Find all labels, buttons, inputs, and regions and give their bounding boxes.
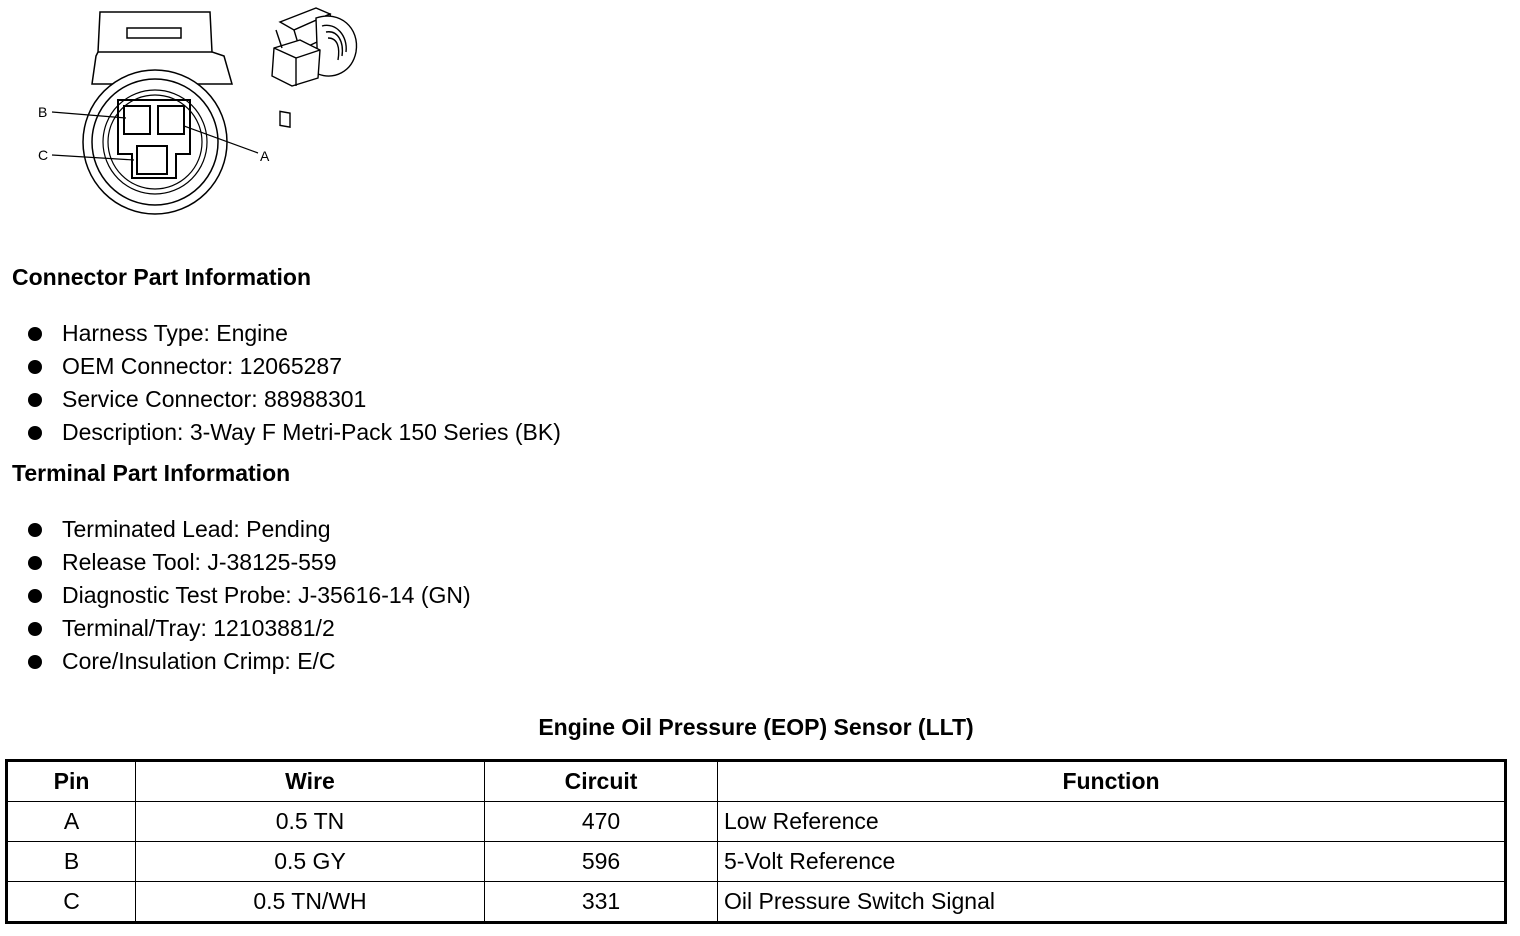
table-row xyxy=(7,842,1506,882)
list-item-text: Terminated Lead: Pending xyxy=(62,516,331,542)
bullet-icon xyxy=(28,393,42,407)
cell-pin: B xyxy=(7,842,136,882)
callout-c: C xyxy=(38,147,49,163)
table-row xyxy=(7,882,1506,923)
pin-table xyxy=(5,759,1507,924)
connector-info-list xyxy=(28,317,561,449)
list-item-text: Harness Type: Engine xyxy=(62,320,288,346)
list-item xyxy=(28,645,471,678)
list-item-text: Description: 3-Way F Metri-Pack 150 Series (BK) xyxy=(62,419,561,445)
cell-pin: C xyxy=(7,882,136,923)
connector-info-heading: Connector Part Information xyxy=(12,264,312,290)
cell-function: Oil Pressure Switch Signal xyxy=(718,882,1506,923)
column-header-function: Function xyxy=(718,761,1506,802)
cell-function: Low Reference xyxy=(718,802,1506,842)
table-header-row xyxy=(7,761,1506,802)
list-item-text: Service Connector: 88988301 xyxy=(62,386,367,412)
cell-function: 5-Volt Reference xyxy=(718,842,1506,882)
list-item-text: Core/Insulation Crimp: E/C xyxy=(62,648,336,674)
bullet-icon xyxy=(28,327,42,341)
list-item xyxy=(28,317,561,350)
cell-wire: 0.5 TN/WH xyxy=(136,882,485,923)
cell-wire: 0.5 GY xyxy=(136,842,485,882)
list-item-text: Terminal/Tray: 12103881/2 xyxy=(62,615,335,641)
table-row xyxy=(7,802,1506,842)
list-item-text: Diagnostic Test Probe: J-35616-14 (GN) xyxy=(62,582,471,608)
list-item xyxy=(28,513,471,546)
column-header-pin: Pin xyxy=(7,761,136,802)
list-item xyxy=(28,383,561,416)
list-item xyxy=(28,612,471,645)
list-item xyxy=(28,350,561,383)
bullet-icon xyxy=(28,523,42,537)
pin-table-title: Engine Oil Pressure (EOP) Sensor (LLT) xyxy=(538,714,974,740)
list-item xyxy=(28,579,471,612)
callout-a: A xyxy=(260,148,270,164)
terminal-info-list xyxy=(28,513,471,678)
column-header-circuit: Circuit xyxy=(485,761,718,802)
list-item-text: Release Tool: J-38125-559 xyxy=(62,549,337,575)
callout-b: B xyxy=(38,104,48,120)
cell-pin: A xyxy=(7,802,136,842)
bullet-icon xyxy=(28,622,42,636)
cell-wire: 0.5 TN xyxy=(136,802,485,842)
cell-circuit: 596 xyxy=(485,842,718,882)
cell-circuit: 470 xyxy=(485,802,718,842)
bullet-icon xyxy=(28,589,42,603)
connector-isometric-view xyxy=(272,8,357,127)
column-header-wire: Wire xyxy=(136,761,485,802)
bullet-icon xyxy=(28,556,42,570)
bullet-icon xyxy=(28,426,42,440)
list-item-text: OEM Connector: 12065287 xyxy=(62,353,343,379)
connector-face-view xyxy=(52,12,258,214)
list-item xyxy=(28,416,561,449)
bullet-icon xyxy=(28,360,42,374)
list-item xyxy=(28,546,471,579)
bullet-icon xyxy=(28,655,42,669)
terminal-info-heading: Terminal Part Information xyxy=(12,460,291,486)
connector-diagram xyxy=(0,0,380,230)
cell-circuit: 331 xyxy=(485,882,718,923)
